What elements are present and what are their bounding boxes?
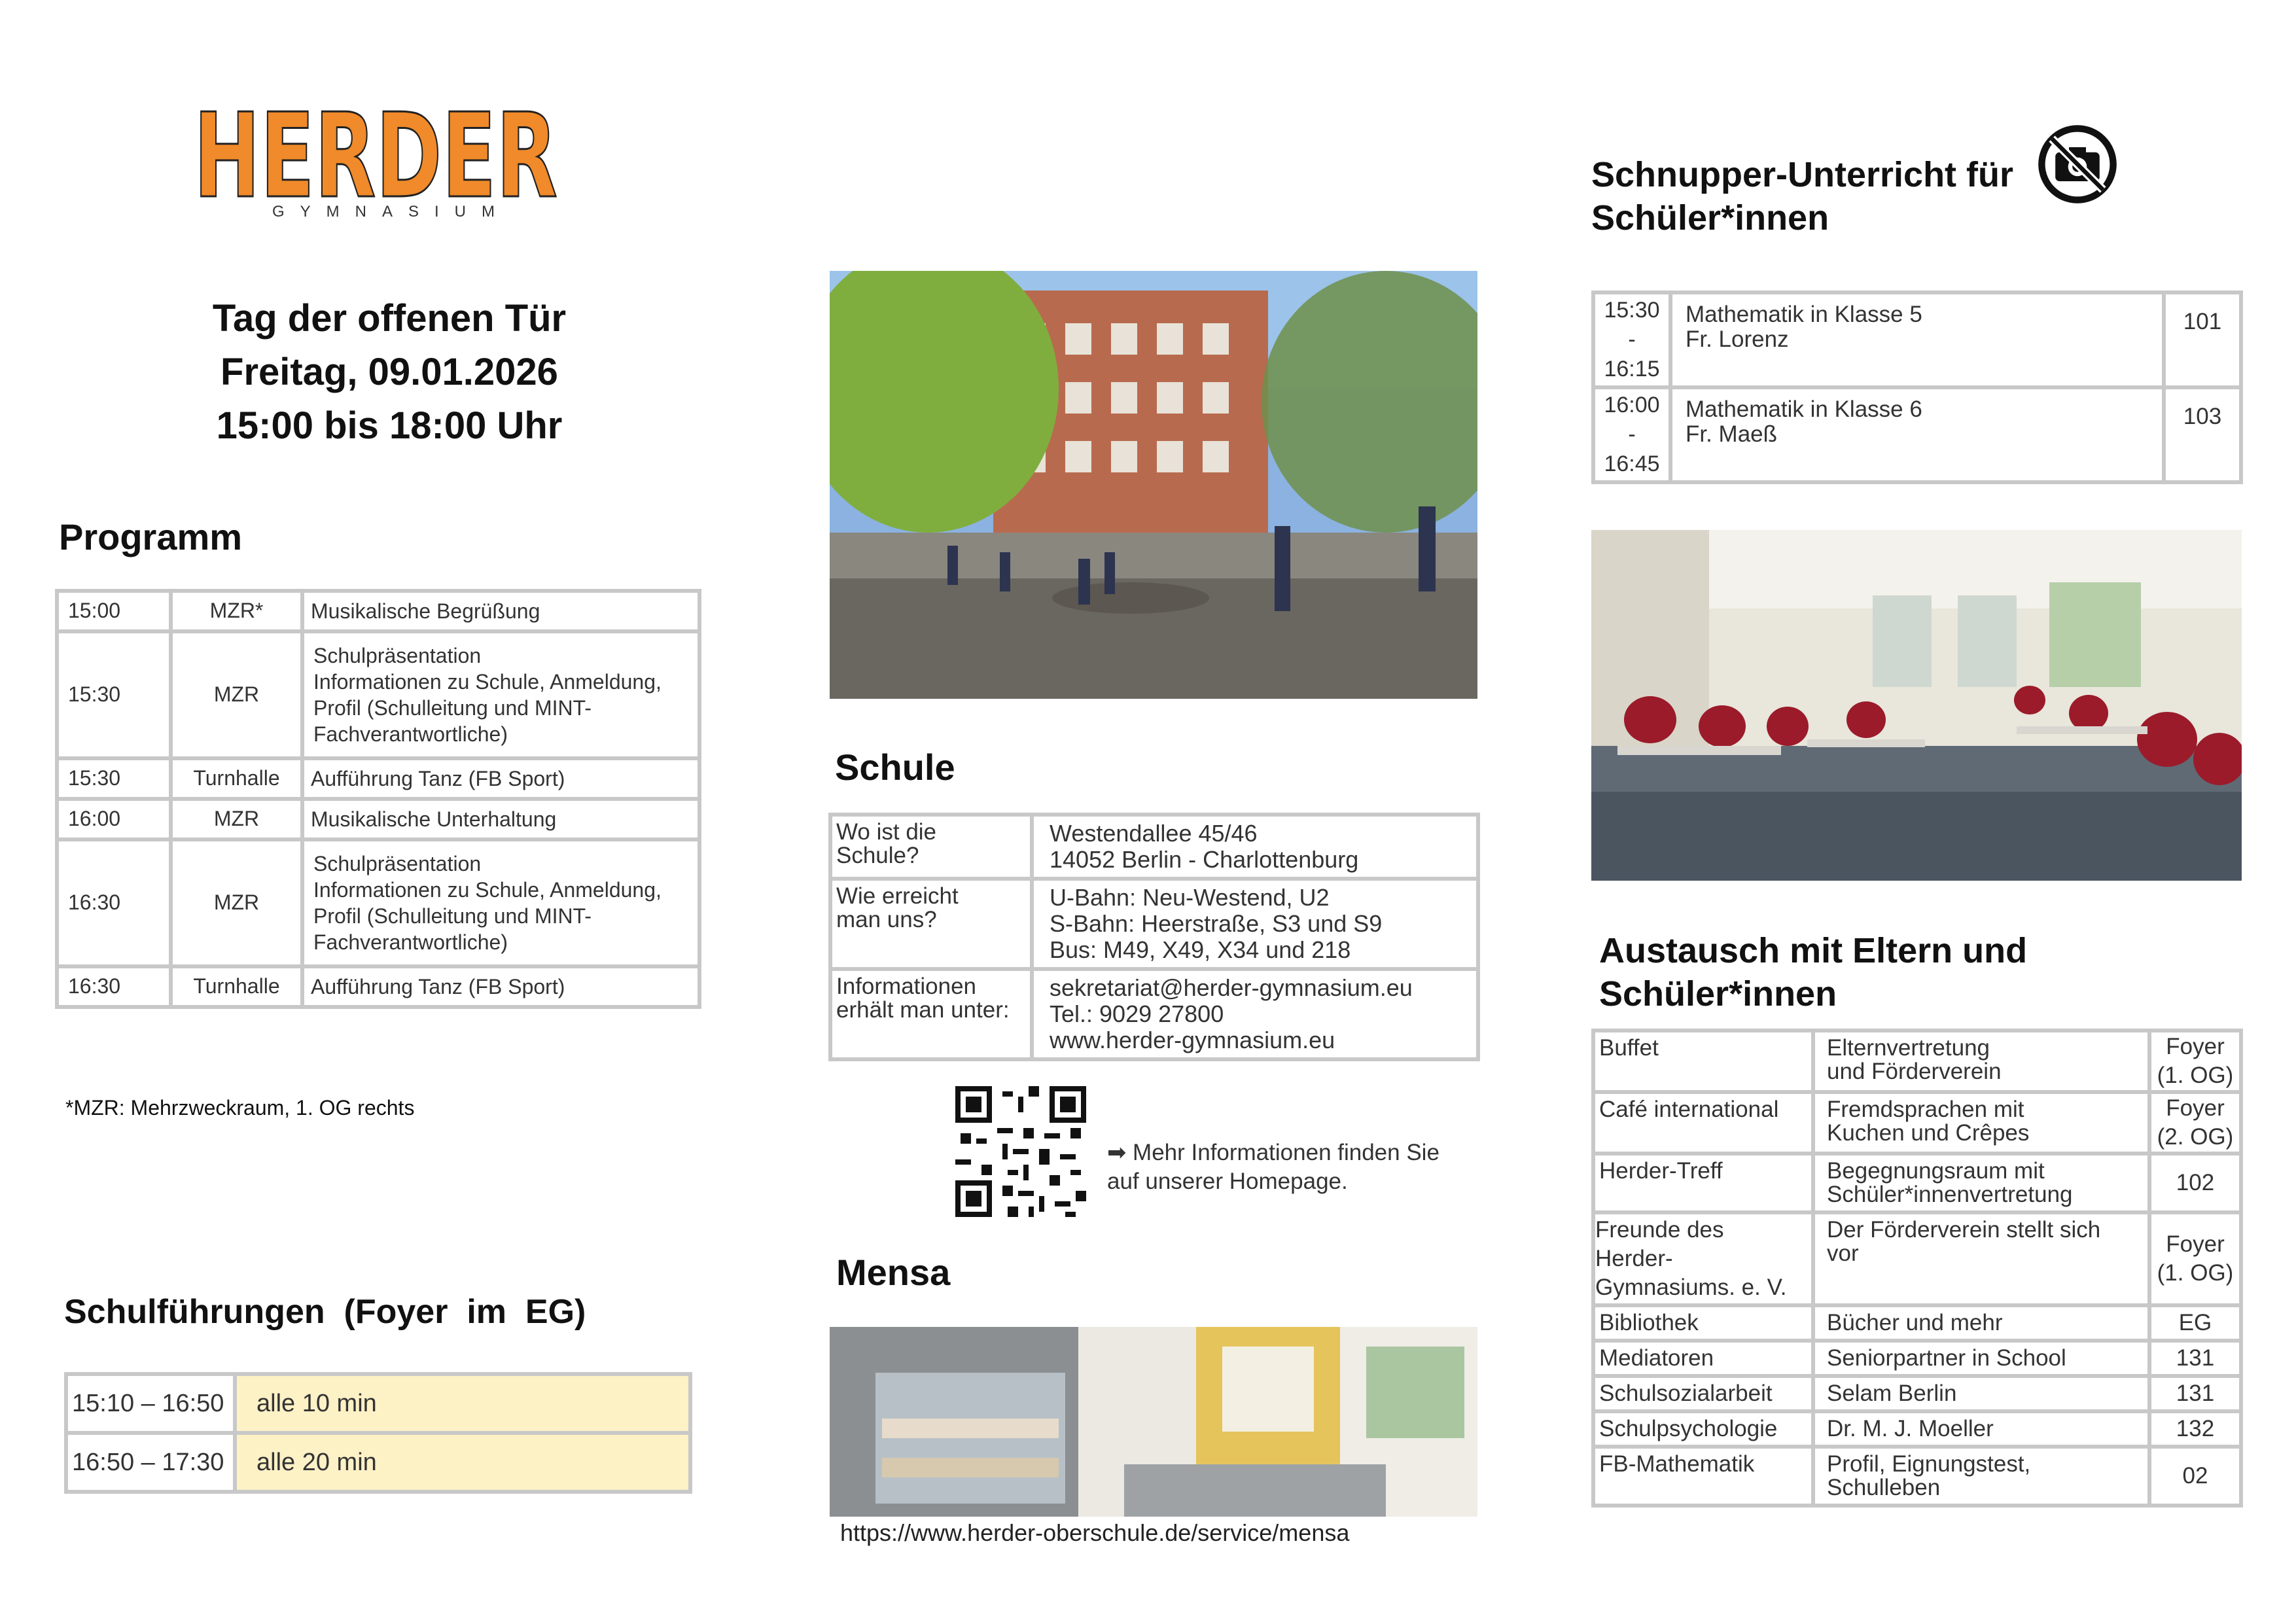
cell-line: Mathematik in Klasse 6 (1686, 397, 1922, 422)
schnupper-time (1595, 294, 1669, 385)
classroom-photo (1591, 530, 2242, 881)
schule-answer (1034, 971, 1476, 1057)
austausch-description (1815, 1413, 2147, 1445)
programm-time: 15:00 (59, 593, 169, 629)
austausch-row (1595, 1343, 2239, 1374)
austausch-description (1815, 1343, 2147, 1374)
programm-place: MZR (173, 801, 300, 837)
cell-line: 131 (2176, 1381, 2215, 1406)
cell-line: Schüler*innenvertretung (1827, 1182, 2073, 1207)
fuehrung-row (68, 1376, 688, 1431)
cell-line: 132 (2176, 1416, 2215, 1441)
austausch-table (1591, 1029, 2243, 1507)
programm-place: MZR (173, 633, 300, 756)
cell-line: Aufführung Tanz (FB Sport) (311, 767, 565, 790)
austausch-name (1595, 1214, 1811, 1303)
cell-line: S-Bahn: Heerstraße, S3 und S9 (1050, 910, 1383, 937)
fuehrung-interval: alle 20 min (237, 1435, 688, 1490)
mensa-photo (830, 1327, 1477, 1517)
austausch-name (1595, 1094, 1811, 1152)
fuehrung-time: 15:10 – 16:50 (68, 1376, 233, 1431)
cell-line: Mediatoren (1599, 1345, 1714, 1371)
austausch-row (1595, 1307, 2239, 1339)
fuehrungen-table (64, 1372, 692, 1494)
schule-row (832, 881, 1476, 967)
programm-time: 16:00 (59, 801, 169, 837)
cell-line: Seniorpartner in School (1827, 1345, 2066, 1371)
austausch-name (1595, 1155, 1811, 1210)
cell-line: FB-Mathematik (1599, 1451, 1755, 1477)
austausch-name (1595, 1343, 1811, 1374)
schnupper-room: 101 (2166, 294, 2239, 385)
programm-description (304, 633, 698, 756)
cell-line: Informationen (836, 974, 977, 999)
cell-line: - (1628, 422, 1636, 447)
austausch-description (1815, 1032, 2147, 1090)
cell-line: Informationen zu Schule, Anmeldung, (313, 878, 662, 902)
austausch-name (1595, 1307, 1811, 1339)
cell-line: Selam Berlin (1827, 1381, 1957, 1406)
austausch-room (2151, 1343, 2239, 1374)
cell-line: Schulleben (1827, 1475, 1941, 1500)
schule-question (832, 817, 1030, 877)
programm-row (59, 801, 698, 837)
cell-line: Café international (1599, 1097, 1779, 1122)
schule-question (832, 881, 1030, 967)
no-photo-icon (2035, 122, 2120, 207)
cell-line: Begegnungsraum mit (1827, 1158, 2045, 1184)
logo-subtitle: GYMNASIUM (272, 203, 511, 220)
schnupper-room: 103 (2166, 389, 2239, 480)
austausch-description (1815, 1449, 2147, 1504)
austausch-heading: Austausch mit Eltern und Schüler*innen (1599, 931, 2028, 1014)
cell-line: Dr. M. J. Moeller (1827, 1416, 1994, 1441)
cell-line: (1. OG) (2157, 1063, 2234, 1088)
programm-row (59, 760, 698, 797)
cell-line: Freunde des (1595, 1217, 1724, 1243)
austausch-room (2151, 1155, 2239, 1210)
cell-line: Musikalische Unterhaltung (311, 807, 557, 831)
event-info (59, 292, 720, 453)
austausch-row (1595, 1413, 2239, 1445)
austausch-row (1595, 1214, 2239, 1303)
programm-table (55, 589, 701, 1009)
cell-line: Tel.: 9029 27800 (1050, 1000, 1224, 1027)
programm-time: 15:30 (59, 760, 169, 797)
cell-line: 15:30 (1604, 298, 1660, 323)
cell-line: Bus: M49, X49, X34 und 218 (1050, 936, 1351, 963)
more-info-text: ➡ Mehr Informationen finden Sie auf unserer Homepage. (1107, 1140, 1439, 1194)
austausch-row (1595, 1032, 2239, 1090)
austausch-room (2151, 1094, 2239, 1152)
cell-line: Wie erreicht (836, 883, 959, 909)
cell-line: sekretariat@herder-gymnasium.eu (1050, 974, 1413, 1001)
programm-footnote: *MZR: Mehrzweckraum, 1. OG rechts (65, 1096, 415, 1120)
fuehrung-row (68, 1435, 688, 1490)
cell-line: (1. OG) (2157, 1260, 2234, 1286)
austausch-description (1815, 1155, 2147, 1210)
programm-row (59, 841, 698, 964)
schnupper-description (1672, 389, 2162, 480)
cell-line: Musikalische Begrüßung (311, 599, 540, 623)
programm-time: 15:30 (59, 633, 169, 756)
cell-line: Fachverantwortliche) (313, 722, 508, 746)
programm-place: Turnhalle (173, 968, 300, 1005)
cell-line: 16:45 (1604, 451, 1660, 476)
cell-line: Foyer (2166, 1034, 2225, 1059)
austausch-name (1595, 1032, 1811, 1090)
programm-place: MZR* (173, 593, 300, 629)
cell-line: Westendallee 45/46 (1050, 820, 1258, 847)
austausch-room (2151, 1378, 2239, 1409)
cell-line: (2. OG) (2157, 1124, 2234, 1150)
cell-line: Buffet (1599, 1035, 1659, 1061)
programm-row (59, 593, 698, 629)
schule-answer (1034, 817, 1476, 877)
programm-description (304, 801, 698, 837)
programm-description (304, 841, 698, 964)
austausch-row (1595, 1155, 2239, 1210)
cell-line: Aufführung Tanz (FB Sport) (311, 975, 565, 998)
fuehrung-time: 16:50 – 17:30 (68, 1435, 233, 1490)
austausch-name (1595, 1378, 1811, 1409)
cell-line: Kuchen und Crêpes (1827, 1120, 2030, 1146)
cell-line: 102 (2176, 1170, 2215, 1195)
mensa-url[interactable]: https://www.herder-oberschule.de/service/mensa (840, 1519, 1350, 1546)
austausch-name (1595, 1449, 1811, 1504)
programm-description (304, 593, 698, 629)
cell-line: erhält man unter: (836, 997, 1010, 1023)
programm-place: MZR (173, 841, 300, 964)
schule-answer (1034, 881, 1476, 967)
schule-row (832, 971, 1476, 1057)
school-photo (830, 271, 1477, 699)
cell-line: 131 (2176, 1345, 2215, 1371)
event-time: 15:00 bis 18:00 Uhr (216, 404, 563, 447)
logo-wordmark: HERDER (194, 97, 557, 224)
programm-time: 16:30 (59, 841, 169, 964)
austausch-description (1815, 1378, 2147, 1409)
event-date: Freitag, 09.01.2026 (221, 351, 558, 393)
fuehrungen-heading: Schulführungen (Foyer im EG) (64, 1293, 586, 1331)
cell-line: Elternvertretung (1827, 1035, 1990, 1061)
austausch-name (1595, 1413, 1811, 1445)
austausch-row (1595, 1378, 2239, 1409)
programm-description (304, 968, 698, 1005)
cell-line: Schule? (836, 843, 919, 868)
austausch-description (1815, 1307, 2147, 1339)
schnupper-table (1591, 291, 2243, 484)
cell-line: Bibliothek (1599, 1310, 1699, 1335)
cell-line: Bücher und mehr (1827, 1310, 2003, 1335)
cell-line: 02 (2182, 1463, 2208, 1489)
event-title: Tag der offenen Tür (212, 297, 567, 340)
cell-line: Fr. Maeß (1686, 421, 1778, 447)
cell-line: - (1628, 327, 1636, 352)
cell-line: 16:00 (1604, 393, 1660, 417)
austausch-description (1815, 1094, 2147, 1152)
schnupper-row (1595, 294, 2239, 385)
austausch-room (2151, 1307, 2239, 1339)
cell-line: Fremdsprachen mit (1827, 1097, 2024, 1122)
cell-line: 16:15 (1604, 357, 1660, 381)
schule-row (832, 817, 1476, 877)
programm-description (304, 760, 698, 797)
cell-line: EG (2178, 1310, 2212, 1335)
programm-row (59, 968, 698, 1005)
cell-line: Herder-Treff (1599, 1158, 1723, 1184)
schnupper-row (1595, 389, 2239, 480)
cell-line: Profil, Eignungstest, (1827, 1451, 2031, 1477)
austausch-row (1595, 1094, 2239, 1152)
cell-line: Profil (Schulleitung und MINT- (313, 904, 592, 928)
cell-line: www.herder-gymnasium.eu (1050, 1027, 1335, 1053)
cell-line: Schulsozialarbeit (1599, 1381, 1773, 1406)
austausch-room (2151, 1032, 2239, 1090)
schule-question (832, 971, 1030, 1057)
qr-code (955, 1086, 1086, 1217)
cell-line: 14052 Berlin - Charlottenburg (1050, 846, 1359, 873)
cell-line: Schulpsychologie (1599, 1416, 1778, 1441)
cell-line: Wo ist die (836, 819, 937, 845)
cell-line: Informationen zu Schule, Anmeldung, (313, 670, 662, 694)
cell-line: Herder- (1595, 1246, 1673, 1271)
programm-heading: Programm (59, 516, 243, 557)
logo (194, 97, 560, 228)
cell-line: man uns? (836, 907, 937, 932)
austausch-room (2151, 1413, 2239, 1445)
cell-line: Schulpräsentation (313, 644, 482, 667)
cell-line: U-Bahn: Neu-Westend, U2 (1050, 884, 1330, 911)
cell-line: und Förderverein (1827, 1059, 2002, 1084)
cell-line: Profil (Schulleitung und MINT- (313, 696, 592, 720)
cell-line: vor (1827, 1241, 1859, 1266)
cell-line: Fachverantwortliche) (313, 930, 508, 954)
schule-heading: Schule (835, 747, 955, 788)
schnupper-description (1672, 294, 2162, 385)
mensa-heading: Mensa (836, 1252, 951, 1293)
austausch-description (1815, 1214, 2147, 1303)
cell-line: Fr. Lorenz (1686, 326, 1789, 352)
programm-place: Turnhalle (173, 760, 300, 797)
schule-table (828, 813, 1480, 1061)
cell-line: Foyer (2166, 1095, 2225, 1121)
fuehrung-interval: alle 10 min (237, 1376, 688, 1431)
austausch-room (2151, 1449, 2239, 1504)
austausch-row (1595, 1449, 2239, 1504)
cell-line: Foyer (2166, 1231, 2225, 1257)
cell-line: Schulpräsentation (313, 852, 482, 875)
cell-line: Gymnasiums. e. V. (1595, 1275, 1787, 1300)
schnupper-heading: Schnupper-Unterricht für Schüler*innen (1591, 155, 2014, 238)
programm-time: 16:30 (59, 968, 169, 1005)
schnupper-time (1595, 389, 1669, 480)
austausch-room (2151, 1214, 2239, 1303)
programm-row (59, 633, 698, 756)
cell-line: Der Förderverein stellt sich (1827, 1217, 2101, 1243)
cell-line: Mathematik in Klasse 5 (1686, 302, 1922, 327)
